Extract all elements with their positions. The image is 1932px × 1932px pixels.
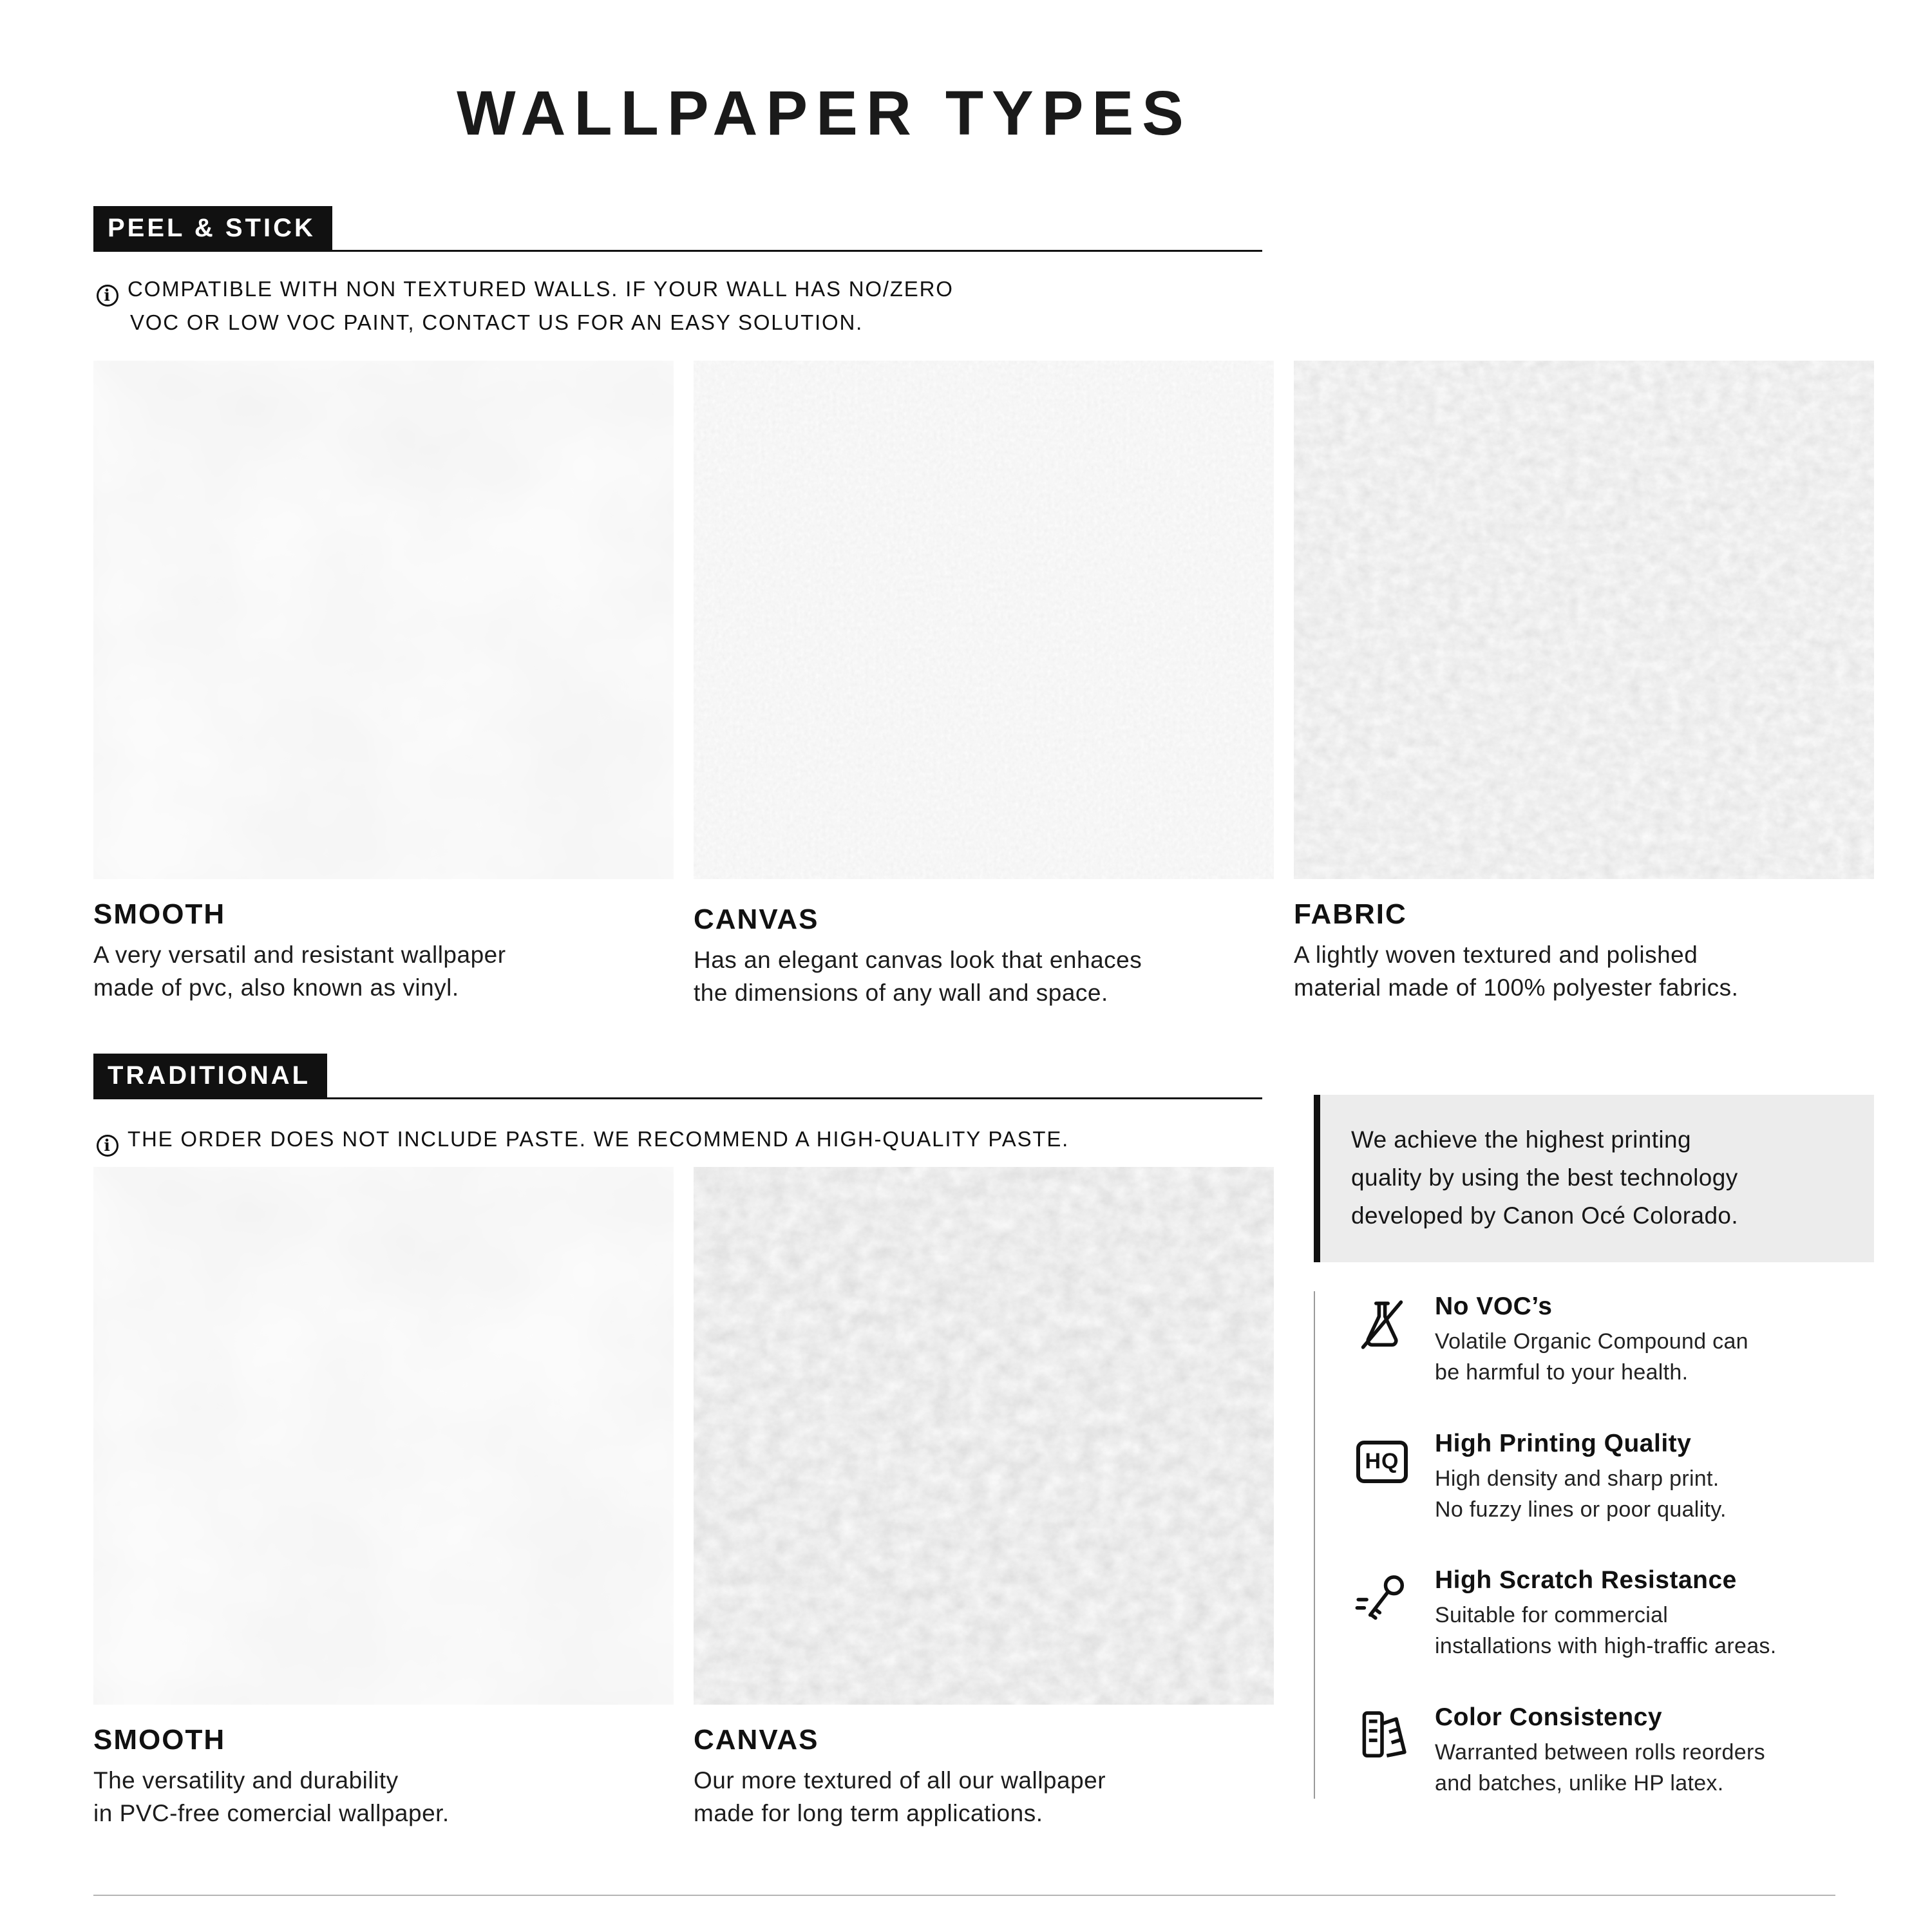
feature-text: [1435, 1565, 1776, 1662]
feature-description: [1435, 1737, 1765, 1799]
hq-badge-icon: [1349, 1428, 1416, 1495]
key-scratch-icon: [1349, 1565, 1416, 1632]
desc-line: No fuzzy lines or poor quality.: [1435, 1497, 1727, 1522]
printing-quality-callout: [1314, 1095, 1874, 1262]
peel-stick-note: [97, 273, 954, 338]
swatch-card-canvas: [694, 361, 1274, 1009]
quality-line: We achieve the highest printing: [1351, 1126, 1691, 1153]
smooth-texture-image: [93, 1167, 674, 1705]
canvas-texture-image: [694, 361, 1274, 879]
info-icon: i: [97, 1135, 118, 1157]
desc-line: Volatile Organic Compound can: [1435, 1329, 1748, 1354]
feature-text: [1435, 1428, 1727, 1526]
desc-line: Warranted between rolls reorders: [1435, 1739, 1765, 1765]
section-header-traditional: [93, 1054, 1262, 1099]
swatch-description: [694, 1764, 1274, 1830]
desc-line: made for long term applications.: [694, 1800, 1043, 1827]
feature-title: Color Consistency: [1435, 1703, 1663, 1731]
no-voc-flask-crossed-icon: [1349, 1291, 1416, 1358]
peel-stick-label: PEEL & STICK: [93, 206, 332, 252]
traditional-note: [97, 1123, 1069, 1157]
feature-no-vocs: [1349, 1291, 1875, 1388]
note-text-1: COMPATIBLE WITH NON TEXTURED WALLS. IF YOUR WALL HAS NO/ZERO: [128, 277, 954, 301]
desc-line: A lightly woven textured and polished: [1294, 942, 1698, 968]
desc-line: the dimensions of any wall and space.: [694, 980, 1108, 1007]
desc-line: in PVC-free comercial wallpaper.: [93, 1800, 450, 1827]
traditional-label: TRADITIONAL: [93, 1054, 327, 1099]
feature-description: [1435, 1463, 1727, 1526]
note-line-1: [97, 1123, 1069, 1157]
desc-line: be harmful to your health.: [1435, 1360, 1689, 1385]
swatch-description: [694, 943, 1274, 1009]
desc-line: installations with high-traffic areas.: [1435, 1634, 1777, 1659]
feature-high-printing-quality: [1349, 1428, 1875, 1526]
note-line-1: [97, 273, 954, 307]
feature-text: [1435, 1702, 1765, 1799]
feature-title: High Scratch Resistance: [1435, 1566, 1737, 1595]
desc-line: High density and sharp print.: [1435, 1466, 1719, 1491]
fabric-texture-image: [1294, 361, 1874, 879]
quality-line: developed by Canon Océ Colorado.: [1351, 1202, 1739, 1229]
section-header-peel-stick: [93, 206, 1262, 252]
info-icon: i: [97, 285, 118, 307]
note-text-1: THE ORDER DOES NOT INCLUDE PASTE. WE RECOMMEND A HIGH-QUALITY PASTE.: [128, 1127, 1070, 1151]
section-rule: [327, 1097, 1262, 1099]
swatch-description: [93, 938, 674, 1004]
rough-canvas-texture-image: [694, 1167, 1274, 1705]
desc-line: Suitable for commercial: [1435, 1603, 1669, 1628]
feature-color-consistency: [1349, 1702, 1875, 1799]
peel-stick-swatch-row: [93, 361, 1874, 1009]
smooth-texture-image: [93, 361, 674, 879]
swatch-name: CANVAS: [694, 904, 819, 935]
swatch-name: CANVAS: [694, 1724, 819, 1756]
swatch-description: [1294, 938, 1874, 1004]
feature-title: No VOC’s: [1435, 1293, 1553, 1320]
desc-line: Has an elegant canvas look that enhaces: [694, 947, 1142, 973]
swatch-card-smooth: [93, 361, 674, 1009]
bottom-divider: [93, 1895, 1835, 1896]
swatch-name: SMOOTH: [93, 898, 226, 930]
feature-title: High Printing Quality: [1435, 1429, 1692, 1457]
desc-line: made of pvc, also known as vinyl.: [93, 974, 459, 1001]
desc-line: Our more textured of all our wallpaper: [694, 1767, 1106, 1794]
feature-description: [1435, 1600, 1776, 1662]
page-title: WALLPAPER TYPES: [457, 78, 1192, 148]
feature-description: [1435, 1326, 1748, 1388]
swatch-description: [93, 1764, 674, 1830]
color-swatches-icon: [1349, 1702, 1416, 1769]
swatch-card-smooth-traditional: [93, 1167, 674, 1830]
feature-text: [1435, 1291, 1748, 1388]
feature-high-scratch-resistance: [1349, 1565, 1875, 1662]
swatch-card-fabric: [1294, 361, 1874, 1009]
note-line-2: VOC OR LOW VOC PAINT, CONTACT US FOR AN EASY SOLUTION.: [130, 310, 864, 334]
quality-line: quality by using the best technology: [1351, 1164, 1738, 1191]
desc-line: and batches, unlike HP latex.: [1435, 1770, 1724, 1795]
hq-badge-text: HQ: [1356, 1441, 1408, 1483]
section-rule: [332, 250, 1262, 252]
desc-line: material made of 100% polyester fabrics.: [1294, 974, 1739, 1001]
feature-list: [1314, 1291, 1875, 1799]
desc-line: A very versatil and resistant wallpaper: [93, 942, 506, 968]
desc-line: The versatility and durability: [93, 1767, 399, 1794]
swatch-card-canvas-traditional: [694, 1167, 1274, 1830]
swatch-name: FABRIC: [1294, 898, 1407, 930]
swatch-name: SMOOTH: [93, 1724, 226, 1756]
